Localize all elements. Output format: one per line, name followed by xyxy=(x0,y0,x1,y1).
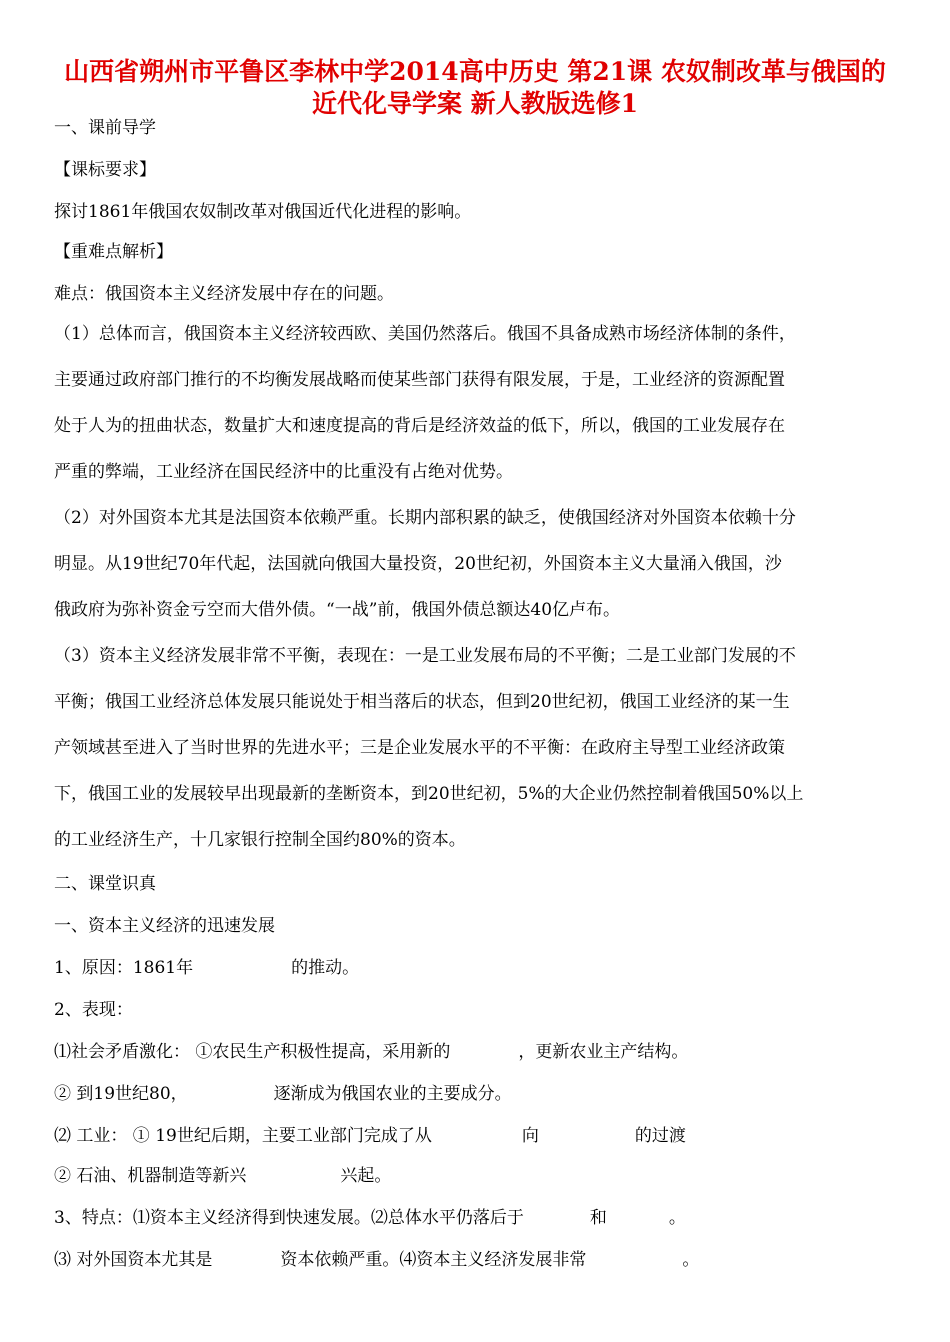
paragraph-1-line: 主要通过政府部门推行的不均衡发展战略而使某些部门获得有限发展，于是，工业经济的资源配置 xyxy=(54,370,785,390)
manifestation-text: 兴起。 xyxy=(340,1166,392,1186)
cause-text-a: 1、原因：1861年 xyxy=(54,958,194,978)
manifestation-text: ，更新农业主产结构。 xyxy=(518,1042,689,1062)
paragraph-3-line: 下，俄国工业的发展较早出现最新的垄断资本，到20世纪初，5%的大企业仍然控制着俄国50%以上 xyxy=(54,784,804,804)
standard-text: 探讨1861年俄国农奴制改革对俄国近代化进程的影响。 xyxy=(54,202,472,222)
section-heading-pre-study: 一、课前导学 xyxy=(54,118,156,138)
manifestation-line-1 xyxy=(54,1040,914,1064)
paragraph-1-line: （1）总体而言，俄国资本主义经济较西欧、美国仍然落后。俄国不具备成熟市场经济体制的条件， xyxy=(54,324,796,344)
section-heading-class: 二、课堂识真 xyxy=(54,874,156,894)
cause-text-b: 的推动。 xyxy=(291,958,360,978)
manifestation-line-2 xyxy=(54,1082,914,1106)
manifestation-text: ⑵ 工业： ① 19世纪后期，主要工业部门完成了从 xyxy=(54,1126,432,1146)
manifestation-text: 逐渐成为俄国农业的主要成分。 xyxy=(273,1084,512,1104)
paragraph-2-line: （2）对外国资本尤其是法国资本依赖严重。长期内部积累的缺乏，使俄国经济对外国资本依赖十分 xyxy=(54,508,796,528)
manifestation-text: ⑴社会矛盾激化： ①农民生产积极性提高，采用新的 xyxy=(54,1042,451,1062)
paragraph-3-line: （3）资本主义经济发展非常不平衡，表现在：一是工业发展布局的不平衡；二是工业部门发展的不 xyxy=(54,646,796,666)
manifestation-text: 的过渡 xyxy=(634,1126,686,1146)
paragraph-1-line: 严重的弊端，工业经济在国民经济中的比重没有占绝对优势。 xyxy=(54,462,513,482)
manifestation-text: ② 石油、机器制造等新兴 xyxy=(54,1166,247,1186)
paragraph-3-line: 的工业经济生产，十几家银行控制全国约80%的资本。 xyxy=(54,830,466,850)
subsection-heading: 一、资本主义经济的迅速发展 xyxy=(54,916,275,936)
paragraph-3-line: 产领域甚至进入了当时世界的先进水平；三是企业发展水平的不平衡：在政府主导型工业经济政策 xyxy=(54,738,785,758)
document-title-line-1: 山西省朔州市平鲁区李林中学2014高中历史 第21课 农奴制改革与俄国的 xyxy=(64,57,886,86)
manifestation-line-4 xyxy=(54,1164,914,1188)
paragraph-3-line: 平衡；俄国工业经济总体发展只能说处于相当落后的状态，但到20世纪初，俄国工业经济的某一生 xyxy=(54,692,790,712)
features-text: 和 xyxy=(589,1208,607,1228)
features-line-2 xyxy=(54,1248,914,1272)
standard-heading: 【课标要求】 xyxy=(54,160,156,180)
manifestation-text: ② 到19世纪80， xyxy=(54,1084,188,1104)
features-text: 。 xyxy=(682,1250,700,1270)
document-title-line-2: 近代化导学案 新人教版选修1 xyxy=(311,89,639,118)
paragraph-2-line: 俄政府为弥补资金亏空而大借外债。“一战”前，俄国外债总额达40亿卢布。 xyxy=(54,600,621,620)
features-text: ⑶ 对外国资本尤其是 xyxy=(54,1250,213,1270)
features-text: 资本依赖严重。⑷资本主义经济发展非常 xyxy=(280,1250,587,1270)
manifestation-line-3 xyxy=(54,1124,914,1148)
paragraph-2-line: 明显。从19世纪70年代起，法国就向俄国大量投资，20世纪初，外国资本主义大量涌入俄国，沙 xyxy=(54,554,782,574)
cause-line xyxy=(54,956,914,980)
manifestation-text: 向 xyxy=(521,1126,539,1146)
features-text: 。 xyxy=(668,1208,686,1228)
features-text: 3、特点：⑴资本主义经济得到快速发展。⑵总体水平仍落后于 xyxy=(54,1208,524,1228)
key-points-heading: 【重难点解析】 xyxy=(54,242,173,262)
features-line-1 xyxy=(54,1206,914,1230)
difficulty-text: 难点：俄国资本主义经济发展中存在的问题。 xyxy=(54,284,394,304)
manifestation-heading: 2、表现： xyxy=(54,1000,133,1020)
paragraph-1-line: 处于人为的扭曲状态，数量扩大和速度提高的背后是经济效益的低下，所以，俄国的工业发展存在 xyxy=(54,416,785,436)
